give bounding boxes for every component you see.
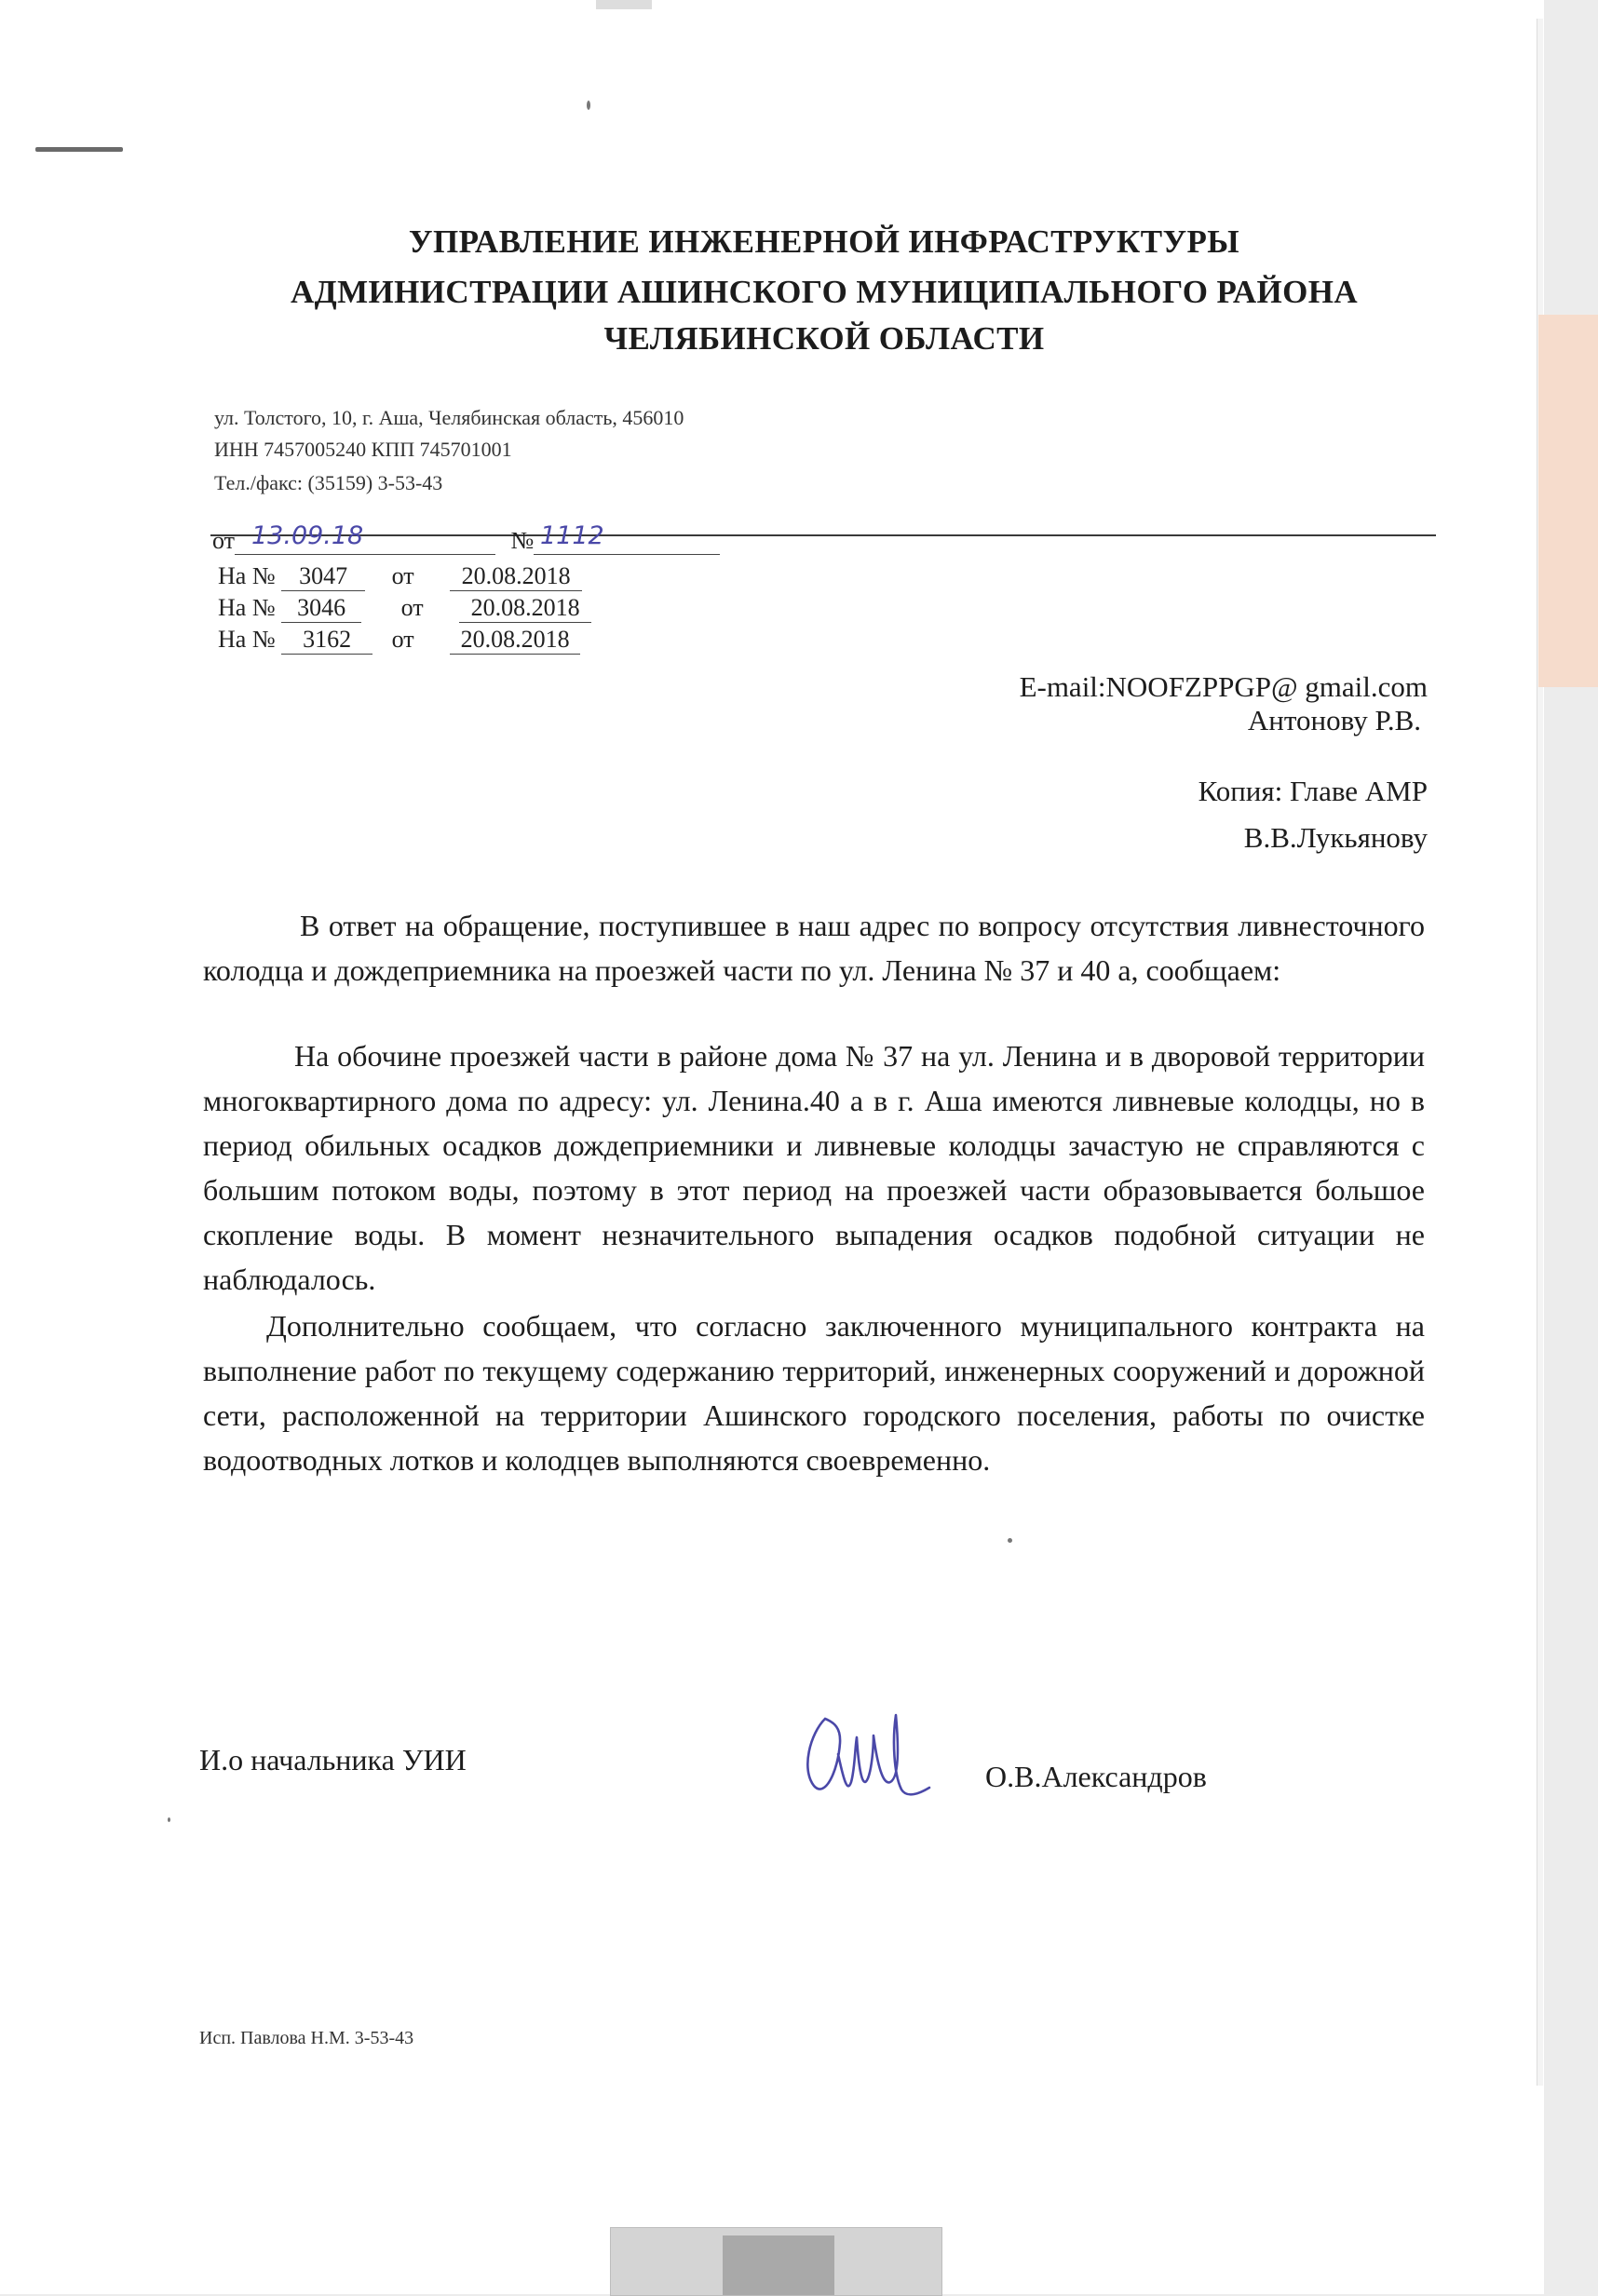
bottom-scanner-strip bbox=[610, 2227, 942, 2296]
handwritten-signature bbox=[797, 1696, 937, 1808]
reference-date: 20.08.2018 bbox=[450, 626, 580, 655]
reference-number: 3046 bbox=[281, 594, 361, 623]
reference-number: 3047 bbox=[281, 562, 365, 591]
signatory-title: И.о начальника УИИ bbox=[199, 1743, 467, 1776]
tax-id-line: ИНН 7457005240 КПП 745701001 bbox=[214, 438, 512, 461]
org-name-line1: УПРАВЛЕНИЕ ИНЖЕНЕРНОЙ ИНФРАСТРУКТУРЫ bbox=[408, 223, 1240, 260]
recipient-name: Антонову Р.В. bbox=[1247, 704, 1421, 736]
body-paragraph-1: В ответ на обращение, поступившее в наш адрес по вопросу отсутствия ливнесточного колодца и дождеприемника на проезжей части по ул. Ленина № 37 и 40 а, сообщаем: bbox=[203, 909, 1425, 987]
copy-to-name: В.В.Лукьянову bbox=[1243, 821, 1428, 854]
signatory-name: О.В.Александров bbox=[985, 1760, 1207, 1793]
executor-line: Исп. Павлова Н.М. 3-53-43 bbox=[199, 2028, 414, 2048]
staple-mark bbox=[35, 147, 123, 152]
pink-sticky-tab bbox=[1538, 315, 1598, 687]
reference-row: На № 3046 от 20.08.2018 bbox=[218, 594, 591, 623]
phone-line: Тел./факс: (35159) 3-53-43 bbox=[214, 471, 443, 494]
number-label: № bbox=[510, 527, 535, 554]
address-line: ул. Толстого, 10, г. Аша, Челябинская область, 456010 bbox=[214, 406, 684, 429]
reference-number: 3162 bbox=[281, 626, 372, 655]
copy-to: Копия: Главе АМР bbox=[1198, 775, 1428, 807]
top-edge-strip bbox=[596, 0, 652, 9]
reference-row: На № 3162 от 20.08.2018 bbox=[218, 626, 580, 655]
handwritten-date: 13.09.18 bbox=[251, 521, 364, 550]
org-name-line3: ЧЕЛЯБИНСКОЙ ОБЛАСТИ bbox=[603, 320, 1045, 357]
reference-date: 20.08.2018 bbox=[450, 562, 582, 591]
scan-speck bbox=[168, 1817, 170, 1822]
org-name-line2: АДМИНИСТРАЦИИ АШИНСКОГО МУНИЦИПАЛЬНОГО РАЙОНА bbox=[290, 274, 1359, 310]
recipient-email: E-mail:NOOFZPPGP@ gmail.com bbox=[1019, 670, 1428, 703]
from-label: от bbox=[212, 527, 236, 554]
handwritten-number: 1112 bbox=[540, 521, 604, 550]
reference-row: На № 3047 от 20.08.2018 bbox=[218, 562, 582, 591]
scan-speck bbox=[1008, 1538, 1012, 1543]
body-paragraph-3: Дополнительно сообщаем, что согласно заключенного муниципального контракта на выполнение работ по текущему содержанию территорий, инженерных сооружений и дорожной сети, расположенной на территории Ашинского городского поселения, работы по очистке водоотводных лотков и колодцев выполняются своевременно. bbox=[203, 1309, 1425, 1477]
reference-date: 20.08.2018 bbox=[459, 594, 591, 623]
body-paragraph-2: На обочине проезжей части в районе дома № 37 на ул. Ленина и в дворовой территории многоквартирного дома по адресу: ул. Ленина.40 а в г. Аша имеются ливневые колодцы, но в период обильных осадков дождеприемники и ливневые колодцы зачастую не справляются с большим потоком воды, поэтому в этот период на проезжей части образовывается большое скопление воды. В момент незначительного выпадения осадков подобной ситуации не наблюдалось. bbox=[203, 1039, 1425, 1296]
scan-speck bbox=[587, 101, 590, 110]
